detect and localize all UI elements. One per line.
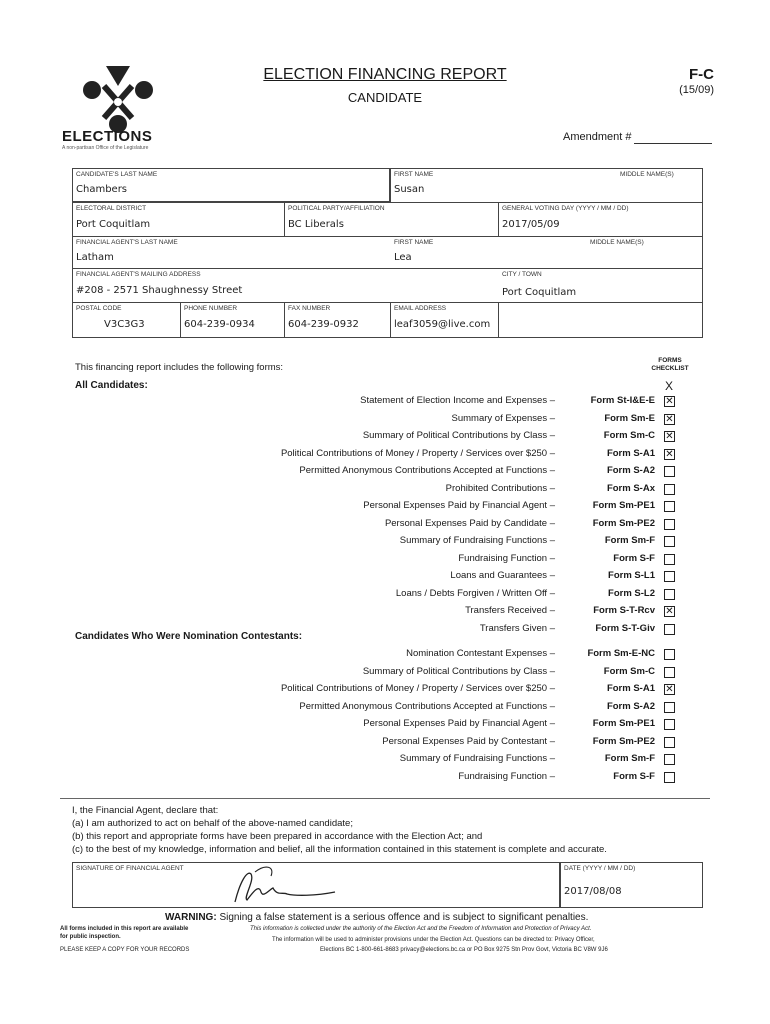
- all-checkbox[interactable]: ✕: [665, 448, 674, 460]
- nom-checkbox[interactable]: [664, 772, 675, 783]
- amendment-label: Amendment #: [563, 131, 632, 143]
- agent-first-name-value: Lea: [394, 252, 412, 263]
- row-divider: [72, 268, 703, 269]
- all-form-code: Form S-L1: [608, 570, 655, 581]
- all-desc: Personal Expenses Paid by Candidate –: [384, 517, 555, 529]
- nom-desc: Personal Expenses Paid by Contestant –: [382, 735, 555, 747]
- postal-code-value: V3C3G3: [104, 319, 145, 330]
- footer-right-3: Elections BC 1-800-661-8683 privacy@elections.bc.ca or PO Box 9275 Stn Prov Govt, Victoria BC V8W 9J6: [320, 947, 608, 953]
- all-desc: Prohibited Contributions –: [445, 482, 555, 494]
- row-divider: [72, 202, 703, 203]
- all-checkbox[interactable]: [664, 519, 675, 530]
- candidate-last-name-label: CANDIDATE'S LAST NAME: [76, 171, 158, 178]
- footer-left-3: PLEASE KEEP A COPY FOR YOUR RECORDS: [60, 947, 190, 953]
- nom-desc: Personal Expenses Paid by Financial Agent –: [363, 718, 555, 729]
- logo-subtext: A non-partisan Office of the Legislature: [62, 145, 149, 151]
- warning-label: WARNING:: [165, 912, 217, 923]
- row-divider: [72, 302, 703, 303]
- form-code: F-C: [689, 66, 714, 83]
- party-label: POLITICAL PARTY/AFFILIATION: [288, 205, 385, 212]
- date-label: DATE (YYYY / MM / DD): [564, 865, 636, 872]
- email-label: EMAIL ADDRESS: [394, 305, 447, 312]
- report-title: ELECTION FINANCING REPORT: [263, 66, 507, 83]
- fax-value: 604-239-0932: [288, 319, 359, 330]
- all-form-code: Form S-F: [613, 552, 655, 564]
- nom-desc: Nomination Contestant Expenses –: [406, 648, 555, 659]
- all-desc: Permitted Anonymous Contributions Accepted at Functions –: [299, 465, 555, 476]
- district-label: ELECTORAL DISTRICT: [76, 205, 147, 212]
- footer-left-2: for public inspection.: [60, 934, 121, 940]
- form-date: (15/09): [679, 84, 714, 96]
- nom-checkbox[interactable]: [664, 667, 675, 678]
- all-form-code: Form S-A1: [606, 447, 655, 459]
- party-value: BC Liberals: [288, 219, 344, 230]
- all-desc: Summary of Political Contributions by Class –: [362, 430, 555, 441]
- col-divider: [390, 302, 391, 338]
- all-form-code: Form S-Ax: [606, 482, 655, 494]
- nom-checkbox[interactable]: [664, 702, 675, 713]
- all-desc: Fundraising Function –: [458, 552, 555, 564]
- agent-last-name-label: FINANCIAL AGENT'S LAST NAME: [76, 239, 178, 246]
- all-form-code: Form S-A2: [606, 465, 655, 476]
- all-checkbox[interactable]: ✕: [665, 413, 674, 425]
- all-form-code: Form Sm-C: [603, 430, 655, 441]
- district-value: Port Coquitlam: [76, 219, 151, 230]
- all-checkbox[interactable]: [664, 624, 675, 635]
- voting-day-value: 2017/05/09: [502, 219, 560, 230]
- warning-line: [165, 912, 588, 923]
- agent-first-name-label: FIRST NAME: [394, 239, 434, 246]
- all-checkbox[interactable]: [664, 589, 675, 600]
- nom-form-code: Form Sm-PE1: [592, 718, 655, 729]
- row-divider: [72, 236, 703, 237]
- signature-image: [225, 862, 355, 908]
- all-checkbox[interactable]: [664, 536, 675, 547]
- nom-form-code: Form Sm-PE2: [592, 735, 655, 747]
- email-value: leaf3059@live.com: [394, 319, 491, 330]
- agent-middle-name-label: MIDDLE NAME(S): [590, 239, 644, 246]
- all-checkbox[interactable]: [664, 484, 675, 495]
- nom-form-code: Form S-A2: [606, 700, 655, 712]
- nom-form-code: Form Sm-C: [603, 665, 655, 677]
- col-divider: [498, 202, 499, 236]
- all-checkbox[interactable]: [664, 501, 675, 512]
- nom-checkbox[interactable]: [664, 737, 675, 748]
- col-divider: [284, 302, 285, 338]
- all-desc: Summary of Fundraising Functions –: [399, 535, 555, 546]
- all-form-code: Form S-T-Giv: [595, 622, 655, 634]
- footer-right-2: The information will be used to administer provisions under the Election Act. Questions can be directed to: Privacy Officer,: [272, 937, 595, 943]
- all-checkbox[interactable]: ✕: [665, 431, 674, 442]
- nom-checkbox[interactable]: [664, 719, 675, 730]
- all-form-code: Form Sm-E: [604, 412, 655, 424]
- section-divider: [60, 798, 710, 799]
- all-form-code: Form Sm-PE1: [592, 500, 655, 511]
- nom-form-code: Form S-A1: [606, 683, 655, 694]
- all-form-code: Form Sm-F: [604, 535, 655, 546]
- candidate-first-name-value: Susan: [394, 184, 425, 195]
- nom-checkbox[interactable]: [664, 754, 675, 765]
- all-candidates-heading: All Candidates:: [75, 380, 148, 391]
- col-divider: [498, 302, 499, 338]
- report-subtitle: CANDIDATE: [347, 90, 423, 105]
- checklist-x-label: X: [665, 379, 674, 393]
- agent-city-value: Port Coquitlam: [502, 287, 577, 298]
- fax-label: FAX NUMBER: [288, 305, 331, 312]
- all-form-code: Form S-T-Rcv: [593, 605, 655, 616]
- all-checkbox[interactable]: ✕: [665, 396, 674, 407]
- declaration-line-1: I, the Financial Agent, declare that:: [72, 805, 219, 816]
- all-desc: Personal Expenses Paid by Financial Agent –: [363, 500, 555, 511]
- nom-desc: Summary of Fundraising Functions –: [399, 753, 555, 764]
- all-form-code: Form S-L2: [608, 587, 655, 599]
- all-desc: Transfers Received –: [465, 605, 555, 616]
- checklist-intro: This financing report includes the following forms:: [75, 362, 284, 373]
- checklist-header: FORMS CHECKLIST: [651, 357, 689, 372]
- phone-value: 604-239-0934: [184, 319, 255, 330]
- nom-desc: Fundraising Function –: [458, 770, 555, 782]
- all-desc: Political Contributions of Money / Property / Services over $250 –: [280, 447, 555, 459]
- nomination-heading: Candidates Who Were Nomination Contestants:: [75, 631, 303, 642]
- warning-text: Signing a false statement is a serious offence and is subject to significant penalties.: [219, 912, 589, 923]
- signature-label: SIGNATURE OF FINANCIAL AGENT: [76, 865, 184, 872]
- logo-text: ELECTIONS: [62, 128, 153, 145]
- phone-label: PHONE NUMBER: [184, 305, 238, 312]
- nom-desc: Summary of Political Contributions by Class –: [362, 665, 555, 677]
- declaration-line-3: (b) this report and appropriate forms have been prepared in accordance with the Election Act; and: [72, 831, 483, 842]
- nom-form-code: Form S-F: [613, 770, 655, 782]
- nom-checkbox[interactable]: [664, 649, 675, 660]
- agent-address-value: #208 - 2571 Shaughnessy Street: [76, 285, 243, 296]
- all-desc: Statement of Election Income and Expenses –: [360, 395, 555, 406]
- declaration-line-4: (c) to the best of my knowledge, information and belief, all the information contained in this statement is complete and accurate.: [72, 844, 607, 855]
- amendment-field[interactable]: [634, 143, 712, 144]
- agent-city-label: CITY / TOWN: [502, 271, 542, 278]
- nom-form-code: Form Sm-F: [604, 753, 655, 764]
- all-desc: Transfers Given –: [479, 622, 555, 634]
- candidate-first-name-label: FIRST NAME: [394, 171, 434, 178]
- all-desc: Summary of Expenses –: [451, 412, 555, 424]
- voting-day-label: GENERAL VOTING DAY (YYYY / MM / DD): [502, 205, 629, 212]
- nom-desc: Political Contributions of Money / Property / Services over $250 –: [280, 683, 555, 694]
- col-divider: [180, 302, 181, 338]
- nom-form-code: Form Sm-E-NC: [587, 648, 655, 659]
- col-divider: [390, 168, 391, 202]
- date-value: 2017/08/08: [564, 886, 622, 897]
- all-desc: Loans / Debts Forgiven / Written Off –: [395, 587, 555, 599]
- agent-last-name-value: Latham: [76, 252, 114, 263]
- declaration-line-2: (a) I am authorized to act on behalf of the above-named candidate;: [72, 818, 353, 829]
- candidate-middle-name-label: MIDDLE NAME(S): [620, 171, 674, 178]
- all-form-code: Form St-I&E-E: [590, 395, 655, 406]
- all-checkbox[interactable]: ✕: [665, 606, 674, 617]
- nom-checkbox[interactable]: ✕: [665, 684, 674, 695]
- col-divider: [284, 202, 285, 236]
- nom-desc: Permitted Anonymous Contributions Accepted at Functions –: [299, 700, 555, 712]
- all-desc: Loans and Guarantees –: [450, 570, 555, 581]
- agent-address-label: FINANCIAL AGENT'S MAILING ADDRESS: [76, 271, 201, 278]
- all-checkbox[interactable]: [664, 571, 675, 582]
- footer-right-1: This information is collected under the authority of the Election Act and the Freedom of Information and Protection of Privacy Act.: [250, 926, 592, 932]
- postal-code-label: POSTAL CODE: [76, 305, 122, 312]
- candidate-last-name-value: Chambers: [76, 184, 128, 195]
- all-form-code: Form Sm-PE2: [592, 517, 655, 529]
- all-checkbox[interactable]: [664, 554, 675, 565]
- all-checkbox[interactable]: [664, 466, 675, 477]
- footer-left-1: All forms included in this report are available: [60, 926, 189, 932]
